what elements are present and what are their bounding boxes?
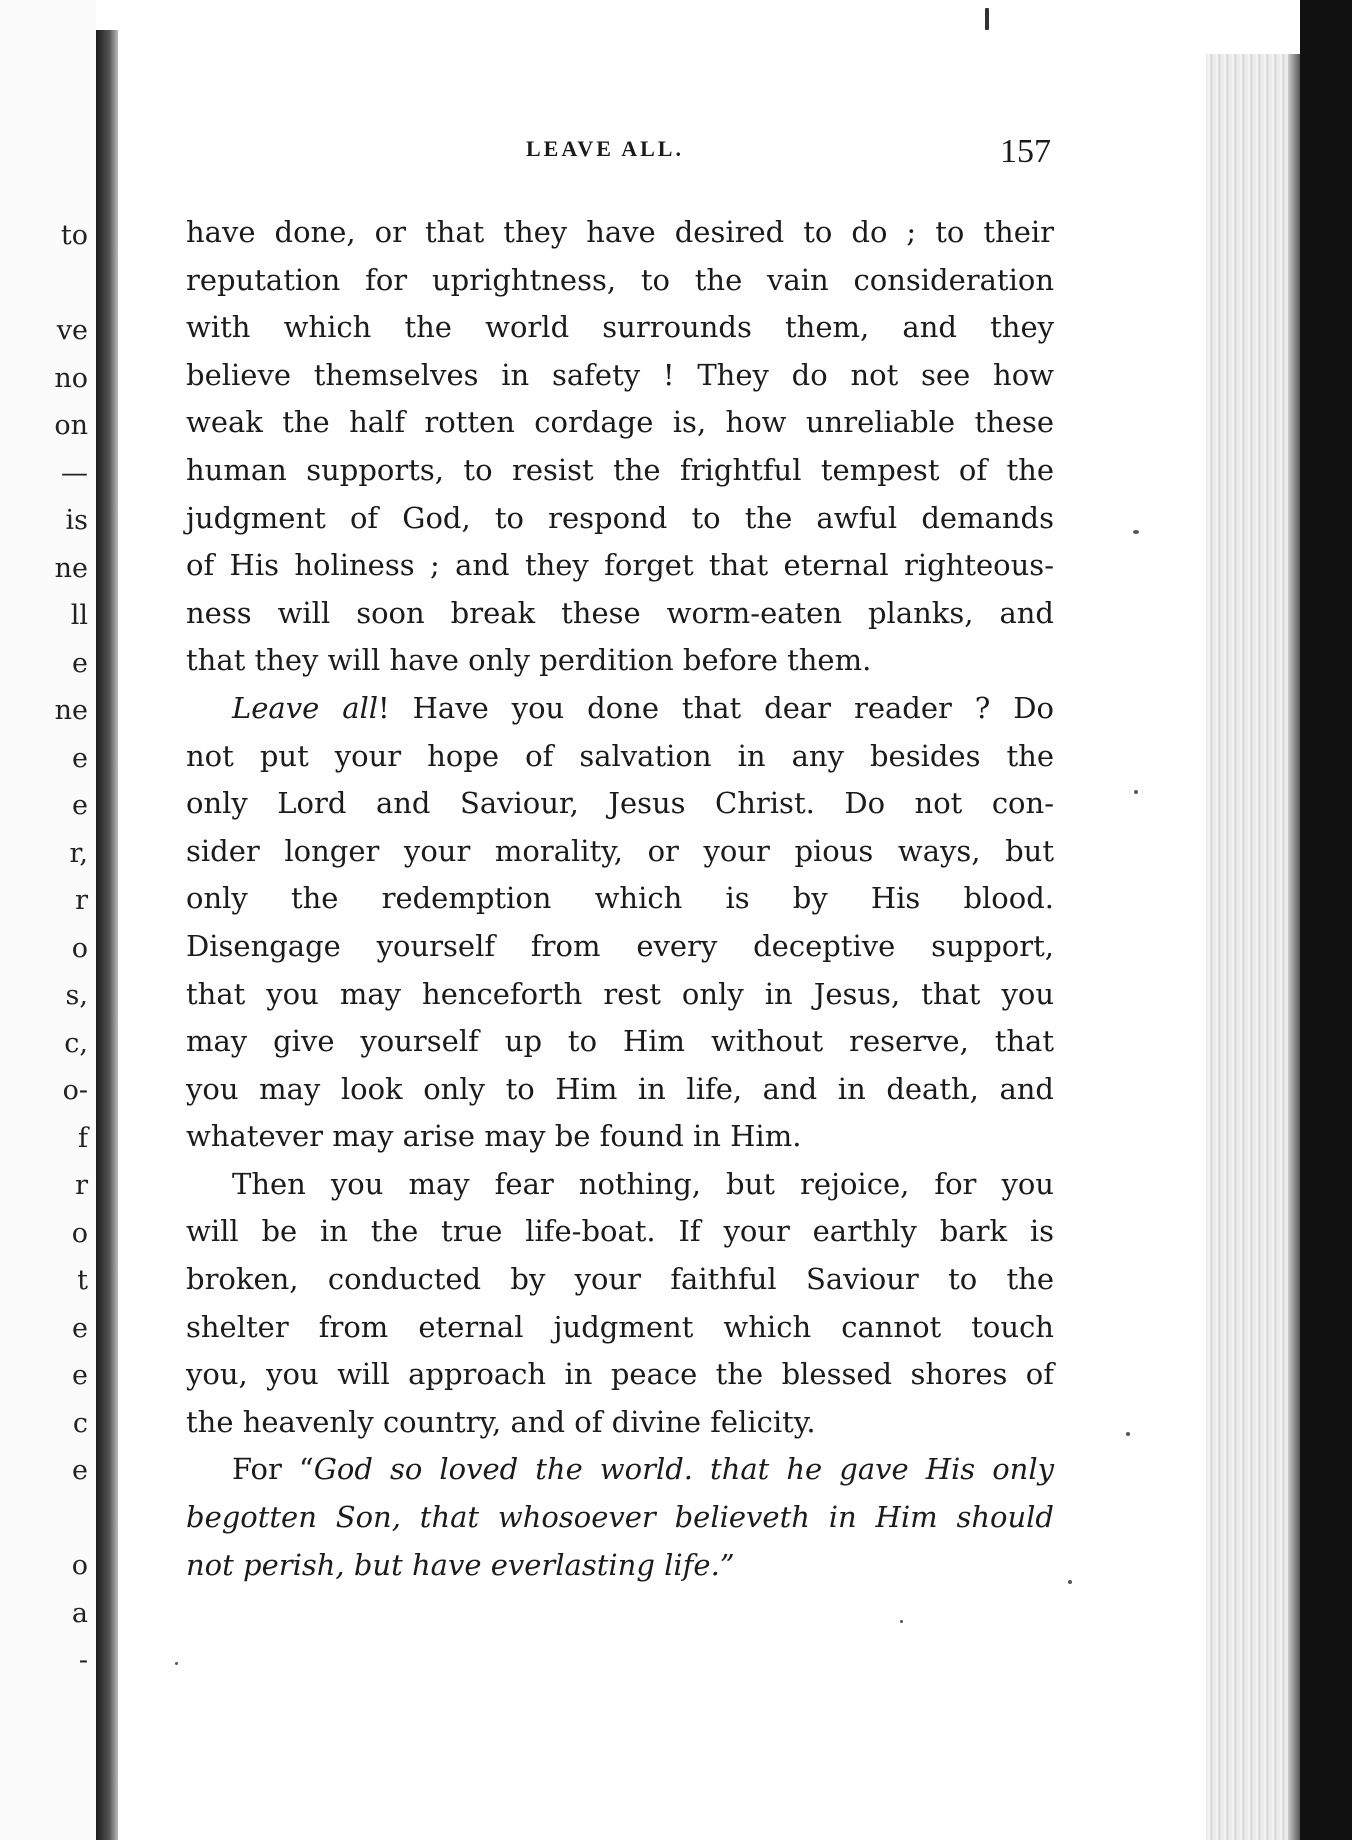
facing-page-fragment: ve: [56, 315, 88, 346]
text-line: will be in the true life-boat. If your earthly bark is: [186, 1214, 1054, 1249]
facing-page-fragment: to: [60, 220, 88, 251]
scan-backdrop: [1300, 0, 1352, 1840]
scan-speck: [900, 1620, 903, 1623]
text-line: have done, or that they have desired to do ; to their: [186, 215, 1054, 249]
book-gutter: [96, 30, 118, 1840]
text-line: sider longer your morality, or your pious ways, but: [186, 833, 1054, 868]
facing-page-fragment: ne: [54, 695, 88, 726]
scan-speck: [1068, 1580, 1072, 1584]
text-run: For “: [232, 1452, 314, 1487]
text-line: begotten Son, that whosoever believeth in Him should: [186, 1500, 1054, 1535]
facing-page-fragment: -: [78, 1645, 88, 1676]
facing-page-fragment: no: [54, 362, 88, 394]
facing-page-fragment: r: [75, 1170, 88, 1201]
text-line: not perish, but have everlasting life.”: [186, 1547, 735, 1582]
facing-page-fragment: c,: [64, 1027, 88, 1059]
text-line: whatever may arise may be found in Him.: [186, 1119, 802, 1154]
running-head: LEAVE ALL.: [526, 136, 684, 161]
facing-page-fragment: e: [72, 647, 88, 679]
italic-lead: Leave all: [232, 690, 379, 725]
facing-page-fragment: [0, 1495, 90, 1543]
facing-page-fragment: ll: [70, 600, 88, 631]
facing-page-fragment: r,: [69, 837, 88, 869]
body-text: [186, 209, 1054, 1589]
text-line: the heavenly country, and of divine felicity.: [186, 1404, 816, 1439]
facing-page-fragment: [0, 260, 90, 308]
facing-page-fragment: o: [71, 932, 88, 964]
facing-page-fragment: e: [72, 742, 88, 774]
facing-page-fragment: t: [77, 1265, 88, 1296]
scripture-quote: [186, 1446, 1054, 1589]
text-line: ness will soon break these worm-eaten planks, and: [186, 595, 1054, 630]
text-line: believe themselves in safety ! They do not see how: [186, 357, 1054, 392]
text-line: with which the world surrounds them, and they: [186, 310, 1054, 345]
facing-page-fragment: o-: [62, 1075, 88, 1106]
paragraph: [186, 1161, 1054, 1447]
facing-page-fragment: r: [75, 885, 88, 916]
text-line: reputation for uprightness, to the vain consideration: [186, 262, 1054, 297]
text-line: weak the half rotten cordage is, how unreliable these: [186, 405, 1054, 440]
scan-speck: [1133, 530, 1139, 534]
facing-page-fragment: e: [72, 1360, 88, 1391]
facing-page-fragment: e: [72, 1455, 88, 1486]
text-line: may give yourself up to Him without reserve, that: [186, 1024, 1054, 1059]
facing-page-fragment: on: [54, 410, 88, 441]
text-line: Then you may fear nothing, but rejoice, for you: [232, 1166, 1054, 1201]
facing-page-fragment: o: [71, 1217, 88, 1249]
facing-page-fragment: f: [78, 1122, 88, 1154]
scan-speck: [1134, 790, 1138, 794]
facing-page-text-fragments: [0, 212, 90, 1685]
facing-page-fragment: —: [61, 457, 88, 489]
facing-page-fragment: ne: [54, 552, 88, 584]
text-line: not put your hope of salvation in any besides the: [186, 738, 1054, 773]
facing-page-fragment: a: [71, 1597, 88, 1629]
text-line: Disengage yourself from every deceptive support,: [186, 928, 1054, 963]
scan-speck: [175, 1662, 178, 1665]
page-stack-edge: [1206, 54, 1300, 1840]
facing-page-edge: [0, 0, 96, 1840]
text-line: that you may henceforth rest only in Jesus, that you: [186, 976, 1054, 1011]
paragraph: [186, 209, 1054, 685]
facing-page-fragment: c: [72, 1407, 88, 1439]
text-run: ! Have you done that dear reader ? Do: [378, 690, 1054, 725]
paragraph: [186, 685, 1054, 1161]
scan-speck: [985, 8, 989, 30]
page-number: 157: [1000, 133, 1051, 170]
facing-page-fragment: e: [72, 790, 88, 821]
text-line: [186, 685, 1054, 733]
text-line: you may look only to Him in life, and in death, and: [186, 1071, 1054, 1106]
facing-page-fragment: s,: [65, 980, 88, 1011]
text-line: judgment of God, to respond to the awful demands: [186, 500, 1054, 535]
text-line: human supports, to resist the frightful tempest of the: [186, 452, 1054, 487]
facing-page-fragment: e: [72, 1312, 88, 1344]
text-line: that they will have only perdition before them.: [186, 643, 872, 678]
text-line: [186, 1446, 1054, 1494]
text-line: only Lord and Saviour, Jesus Christ. Do not con-: [186, 786, 1054, 821]
facing-page-fragment: is: [65, 505, 88, 536]
text-line: shelter from eternal judgment which cannot touch: [186, 1309, 1054, 1344]
facing-page-fragment: o: [71, 1550, 88, 1581]
text-line: broken, conducted by your faithful Saviour to the: [186, 1262, 1054, 1297]
italic-run: God so loved the world. that he gave His only: [313, 1452, 1054, 1487]
text-line: only the redemption which is by His blood.: [186, 881, 1054, 916]
text-line: you, you will approach in peace the blessed shores of: [186, 1357, 1054, 1392]
text-line: of His holiness ; and they forget that eternal righteous-: [186, 548, 1054, 583]
scan-speck: [1126, 1432, 1130, 1436]
